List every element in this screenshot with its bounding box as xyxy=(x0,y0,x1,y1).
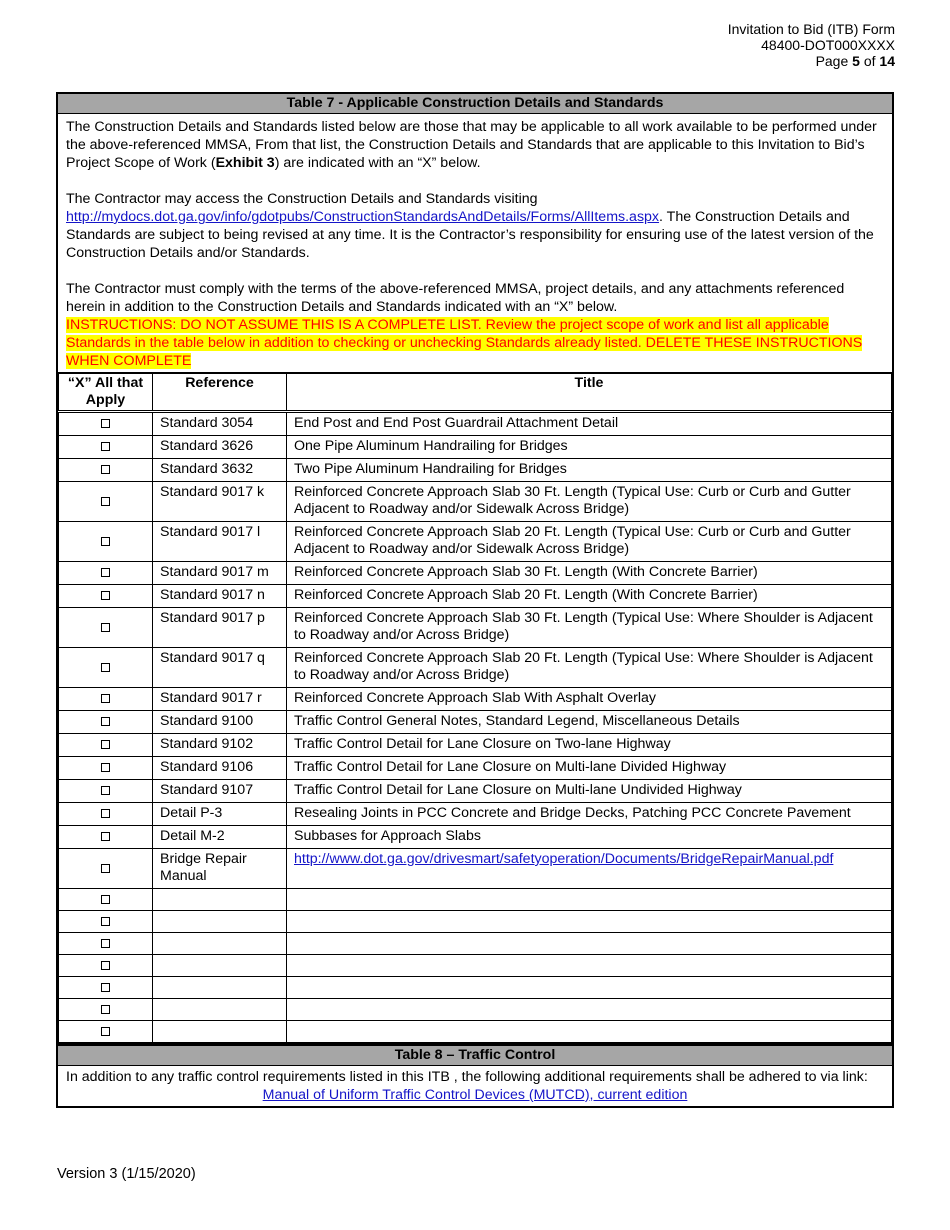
reference-cell[interactable] xyxy=(153,999,287,1021)
form-number: 48400-DOT000XXXX xyxy=(761,37,895,53)
reference-cell: Standard 9017 k xyxy=(153,482,287,522)
bridge-repair-manual-link[interactable]: http://www.dot.ga.gov/drivesmart/safetyoperation/Documents/BridgeRepairManual.pdf xyxy=(294,851,834,867)
apply-checkbox-cell xyxy=(59,999,153,1021)
apply-checkbox-cell xyxy=(59,933,153,955)
apply-checkbox[interactable] xyxy=(101,786,110,795)
title-cell: Traffic Control General Notes, Standard Legend, Miscellaneous Details xyxy=(287,711,892,734)
table-row xyxy=(59,412,892,436)
reference-cell: Bridge Repair Manual xyxy=(153,849,287,889)
apply-checkbox[interactable] xyxy=(101,694,110,703)
table-row xyxy=(59,585,892,608)
title-cell: Reinforced Concrete Approach Slab 30 Ft. Length (Typical Use: Curb or Curb and Gutter Adjacent to Roadway and/or Sidewalk Across Bridge) xyxy=(287,482,892,522)
reference-cell[interactable] xyxy=(153,1021,287,1043)
empty-row xyxy=(59,933,892,955)
table8-text: In addition to any traffic control requirements listed in this ITB , the following additional requirements shall be adhered to via link: xyxy=(66,1069,868,1085)
title-cell: End Post and End Post Guardrail Attachment Detail xyxy=(287,412,892,436)
apply-checkbox-cell xyxy=(59,889,153,911)
apply-checkbox[interactable] xyxy=(101,917,110,926)
reference-cell: Detail M-2 xyxy=(153,826,287,849)
apply-checkbox[interactable] xyxy=(101,497,110,506)
apply-checkbox-cell xyxy=(59,977,153,999)
apply-checkbox-cell xyxy=(59,436,153,459)
table-row xyxy=(59,803,892,826)
table-row xyxy=(59,522,892,562)
reference-cell[interactable] xyxy=(153,911,287,933)
table-row xyxy=(59,757,892,780)
reference-cell[interactable] xyxy=(153,955,287,977)
reference-cell: Standard 9017 p xyxy=(153,608,287,648)
apply-checkbox-cell xyxy=(59,459,153,482)
empty-row xyxy=(59,911,892,933)
empty-row xyxy=(59,999,892,1021)
apply-checkbox[interactable] xyxy=(101,832,110,841)
title-cell: Traffic Control Detail for Lane Closure on Multi-lane Undivided Highway xyxy=(287,780,892,803)
apply-checkbox-cell xyxy=(59,585,153,608)
title-cell: One Pipe Aluminum Handrailing for Bridges xyxy=(287,436,892,459)
apply-checkbox-cell xyxy=(59,711,153,734)
reference-cell[interactable] xyxy=(153,933,287,955)
table-row xyxy=(59,608,892,648)
apply-checkbox-cell xyxy=(59,780,153,803)
title-cell[interactable] xyxy=(287,977,892,999)
apply-checkbox-cell xyxy=(59,803,153,826)
reference-cell: Standard 9017 r xyxy=(153,688,287,711)
apply-checkbox-cell xyxy=(59,757,153,780)
reference-cell: Standard 9102 xyxy=(153,734,287,757)
title-cell: Reinforced Concrete Approach Slab 30 Ft. Length (Typical Use: Where Shoulder is Adjacent to Roadway and/or Across Bridge) xyxy=(287,608,892,648)
title-cell: Subbases for Approach Slabs xyxy=(287,826,892,849)
mutcd-link[interactable]: Manual of Uniform Traffic Control Devices (MUTCD), current edition xyxy=(262,1087,688,1103)
title-cell[interactable] xyxy=(287,933,892,955)
table-row xyxy=(59,562,892,585)
apply-checkbox[interactable] xyxy=(101,1027,110,1036)
reference-cell: Standard 9017 q xyxy=(153,648,287,688)
apply-checkbox[interactable] xyxy=(101,939,110,948)
reference-cell: Standard 9017 n xyxy=(153,585,287,608)
reference-cell: Standard 3626 xyxy=(153,436,287,459)
col-title-header: Title xyxy=(287,374,892,412)
apply-checkbox[interactable] xyxy=(101,442,110,451)
table-row xyxy=(59,648,892,688)
title-cell xyxy=(287,849,892,889)
reference-cell: Standard 9107 xyxy=(153,780,287,803)
title-cell: Resealing Joints in PCC Concrete and Bridge Decks, Patching PCC Concrete Pavement xyxy=(287,803,892,826)
document-body xyxy=(56,92,894,1108)
apply-checkbox-cell xyxy=(59,911,153,933)
title-cell[interactable] xyxy=(287,1021,892,1043)
reference-cell: Standard 3054 xyxy=(153,412,287,436)
apply-checkbox[interactable] xyxy=(101,961,110,970)
reference-cell[interactable] xyxy=(153,977,287,999)
table-row xyxy=(59,711,892,734)
apply-checkbox[interactable] xyxy=(101,763,110,772)
reference-cell: Standard 9017 m xyxy=(153,562,287,585)
apply-checkbox-cell xyxy=(59,1021,153,1043)
table-row xyxy=(59,826,892,849)
empty-row xyxy=(59,889,892,911)
table7 xyxy=(56,92,894,1108)
apply-checkbox-cell xyxy=(59,648,153,688)
title-cell[interactable] xyxy=(287,999,892,1021)
instructions-warning: INSTRUCTIONS: DO NOT ASSUME THIS IS A COMPLETE LIST. Review the project scope of work and list all applicable Standards in the table below in addition to checking or unchecking Standards already listed. DELETE THESE INSTRUCTIONS WHEN COMPLETE xyxy=(66,317,863,369)
page-number: Page 5 of 14 xyxy=(815,53,895,69)
page-header xyxy=(728,21,895,69)
reference-cell: Standard 9106 xyxy=(153,757,287,780)
apply-checkbox[interactable] xyxy=(101,591,110,600)
reference-cell: Detail P-3 xyxy=(153,803,287,826)
title-cell: Traffic Control Detail for Lane Closure on Two-lane Highway xyxy=(287,734,892,757)
col-reference-header: Reference xyxy=(153,374,287,412)
apply-checkbox[interactable] xyxy=(101,537,110,546)
empty-row xyxy=(59,1021,892,1043)
table8-body xyxy=(58,1066,892,1106)
apply-checkbox-cell xyxy=(59,734,153,757)
apply-checkbox-cell xyxy=(59,608,153,648)
reference-cell: Standard 9017 l xyxy=(153,522,287,562)
intro-paragraph-1: The Construction Details and Standards listed below are those that may be applicable to all work available to be performed under the above-referenced MMSA, From that list, the Construction Details and Standards that are applicable to this Invitation to Bid’s Project Scope of Work (Exhibit 3) are indicated with an “X” below. xyxy=(66,119,877,171)
table-row xyxy=(59,459,892,482)
title-cell: Reinforced Concrete Approach Slab 20 Ft. Length (With Concrete Barrier) xyxy=(287,585,892,608)
apply-checkbox-cell xyxy=(59,522,153,562)
form-name: Invitation to Bid (ITB) Form xyxy=(727,21,895,37)
intro-paragraph-3: The Contractor must comply with the terms of the above-referenced MMSA, project details, and any attachments referenced herein in addition to the Construction Details and Standards indicated with an “X” below. xyxy=(66,281,845,315)
title-cell: Reinforced Concrete Approach Slab 30 Ft. Length (With Concrete Barrier) xyxy=(287,562,892,585)
version-footer: Version 3 (1/15/2020) xyxy=(57,1166,196,1182)
table-row xyxy=(59,688,892,711)
empty-row xyxy=(59,955,892,977)
table-row xyxy=(59,780,892,803)
apply-checkbox[interactable] xyxy=(101,809,110,818)
standards-table xyxy=(58,373,892,1043)
table-row xyxy=(59,734,892,757)
reference-cell: Standard 3632 xyxy=(153,459,287,482)
intro-paragraph-2: The Contractor may access the Construction Details and Standards visiting http://mydocs.dot.ga.gov/info/gdotpubs/ConstructionStandardsAndDetails/Forms/AllItems.aspx. The Construction Details and Standards are subject to being revised at any time. It is the Contractor’s responsibility for ensuring use of the latest version of the Construction Details and/or Standards. xyxy=(66,191,874,261)
title-cell: Traffic Control Detail for Lane Closure on Multi-lane Divided Highway xyxy=(287,757,892,780)
apply-checkbox[interactable] xyxy=(101,864,110,873)
apply-checkbox-cell xyxy=(59,482,153,522)
standards-link[interactable]: http://mydocs.dot.ga.gov/info/gdotpubs/ConstructionStandardsAndDetails/Forms/AllItems.aspx xyxy=(66,209,660,225)
table7-intro xyxy=(58,114,892,373)
title-cell[interactable] xyxy=(287,911,892,933)
apply-checkbox[interactable] xyxy=(101,465,110,474)
apply-checkbox-cell xyxy=(59,826,153,849)
apply-checkbox[interactable] xyxy=(101,983,110,992)
apply-checkbox[interactable] xyxy=(101,717,110,726)
table-row xyxy=(59,849,892,889)
title-cell[interactable] xyxy=(287,889,892,911)
table7-caption: Table 7 - Applicable Construction Details and Standards xyxy=(58,94,892,114)
title-cell: Two Pipe Aluminum Handrailing for Bridges xyxy=(287,459,892,482)
reference-cell[interactable] xyxy=(153,889,287,911)
title-cell: Reinforced Concrete Approach Slab 20 Ft. Length (Typical Use: Curb or Curb and Gutter Adjacent to Roadway and/or Sidewalk Across Bridge) xyxy=(287,522,892,562)
apply-checkbox-cell xyxy=(59,849,153,889)
apply-checkbox-cell xyxy=(59,562,153,585)
col-apply-header: “X” All that Apply xyxy=(59,374,153,412)
table8-caption: Table 8 – Traffic Control xyxy=(58,1043,892,1066)
title-cell: Reinforced Concrete Approach Slab 20 Ft. Length (Typical Use: Where Shoulder is Adjacent to Roadway and/or Across Bridge) xyxy=(287,648,892,688)
exhibit-ref: Exhibit 3 xyxy=(215,155,275,171)
reference-cell: Standard 9100 xyxy=(153,711,287,734)
apply-checkbox-cell xyxy=(59,688,153,711)
title-cell: Reinforced Concrete Approach Slab With Asphalt Overlay xyxy=(287,688,892,711)
table-row xyxy=(59,436,892,459)
apply-checkbox[interactable] xyxy=(101,663,110,672)
apply-checkbox[interactable] xyxy=(101,740,110,749)
apply-checkbox[interactable] xyxy=(101,895,110,904)
apply-checkbox-cell xyxy=(59,955,153,977)
apply-checkbox[interactable] xyxy=(101,623,110,632)
table-row xyxy=(59,482,892,522)
apply-checkbox[interactable] xyxy=(101,568,110,577)
apply-checkbox-cell xyxy=(59,412,153,436)
apply-checkbox[interactable] xyxy=(101,1005,110,1014)
empty-row xyxy=(59,977,892,999)
apply-checkbox[interactable] xyxy=(101,419,110,428)
title-cell[interactable] xyxy=(287,955,892,977)
